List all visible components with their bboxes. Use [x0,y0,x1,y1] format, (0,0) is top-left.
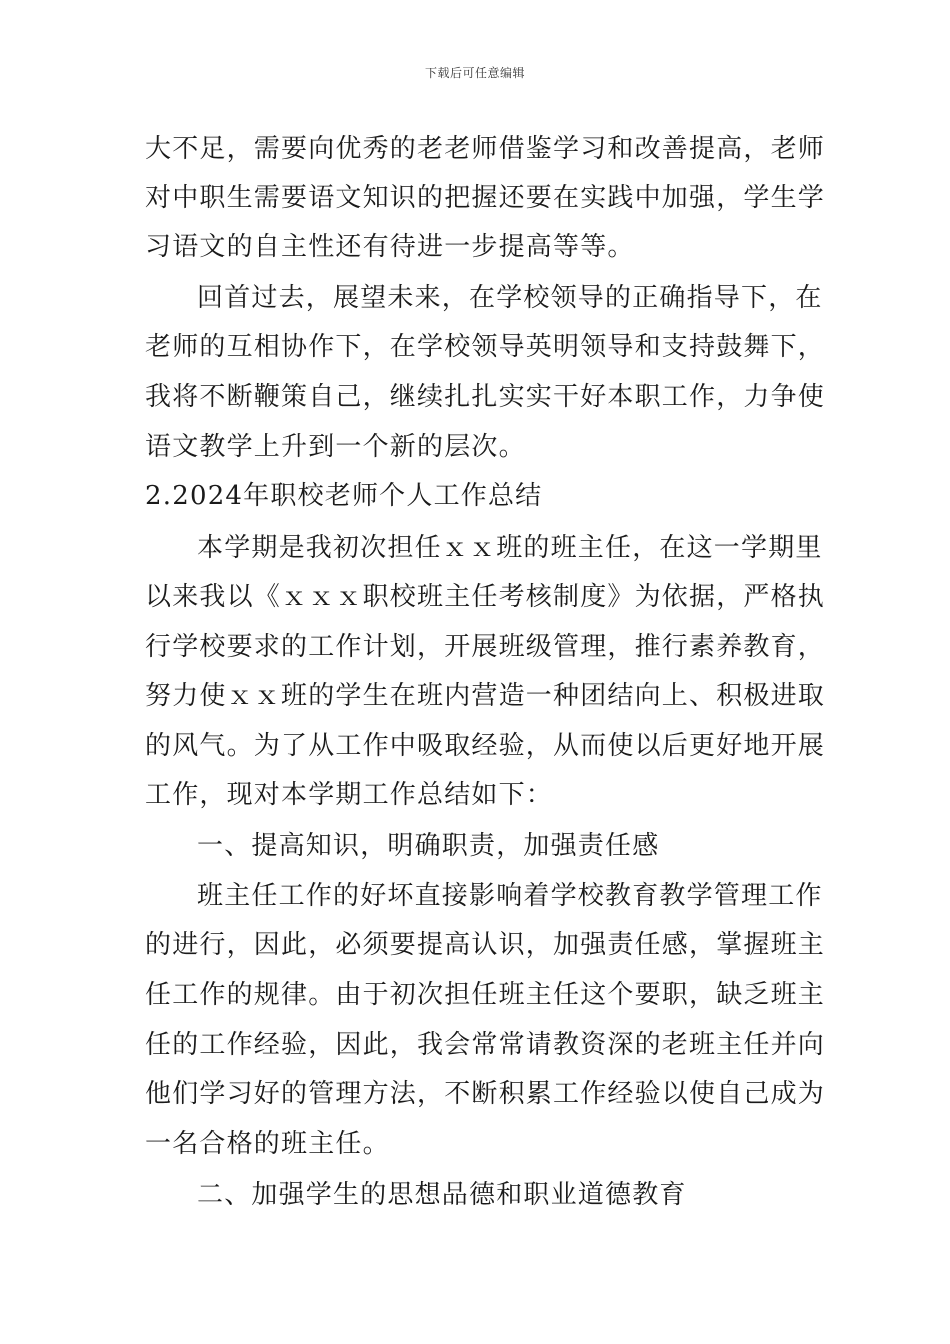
text-line: 对中职生需要语文知识的把握还要在实践中加强，学生学 [145,183,826,213]
text-line: 工作，现对本学期工作总结如下： [145,780,554,810]
text-line: 语文教学上升到一个新的层次。 [145,432,526,462]
text-line: 习语文的自主性还有待进一步提高等等。 [145,232,635,262]
text-line: 任的工作经验，因此，我会常常请教资深的老班主任并向 [145,1030,826,1060]
text-line: 的风气。为了从工作中吸取经验，从而使以后更好地开展 [145,731,826,761]
text-line: 本学期是我初次担任ｘｘ班的班主任，在这一学期里 [197,533,823,563]
text-line: 他们学习好的管理方法，不断积累工作经验以使自己成为 [145,1079,826,1109]
text-line: 行学校要求的工作计划，开展班级管理，推行素养教育， [145,632,826,662]
text-line: 老师的互相协作下，在学校领导英明领导和支持鼓舞下， [145,332,826,362]
text-line: 努力使ｘｘ班的学生在班内营造一种团结向上、积极进取 [145,681,826,711]
text-line: 我将不断鞭策自己，继续扎扎实实干好本职工作，力争使 [145,382,826,412]
text-line: 以来我以《ｘｘｘ职校班主任考核制度》为依据，严格执 [145,582,826,612]
text-line: 班主任工作的好坏直接影响着学校教育教学管理工作 [197,881,823,911]
subsection-heading: 二、加强学生的思想品德和职业道德教育 [197,1180,687,1210]
page-header: 下载后可任意编辑 [424,66,525,80]
subsection-heading: 一、提高知识，明确职责，加强责任感 [197,831,660,861]
text-line: 的进行，因此，必须要提高认识，加强责任感，掌握班主 [145,930,826,960]
section-heading: 2.2024年职校老师个人工作总结 [145,481,543,511]
text-line: 回首过去，展望未来，在学校领导的正确指导下，在 [197,283,823,313]
text-line: 任工作的规律。由于初次担任班主任这个要职，缺乏班主 [145,980,826,1010]
text-line: 一名合格的班主任。 [145,1129,390,1159]
text-line: 大不足，需要向优秀的老老师借鉴学习和改善提高，老师 [145,134,826,164]
